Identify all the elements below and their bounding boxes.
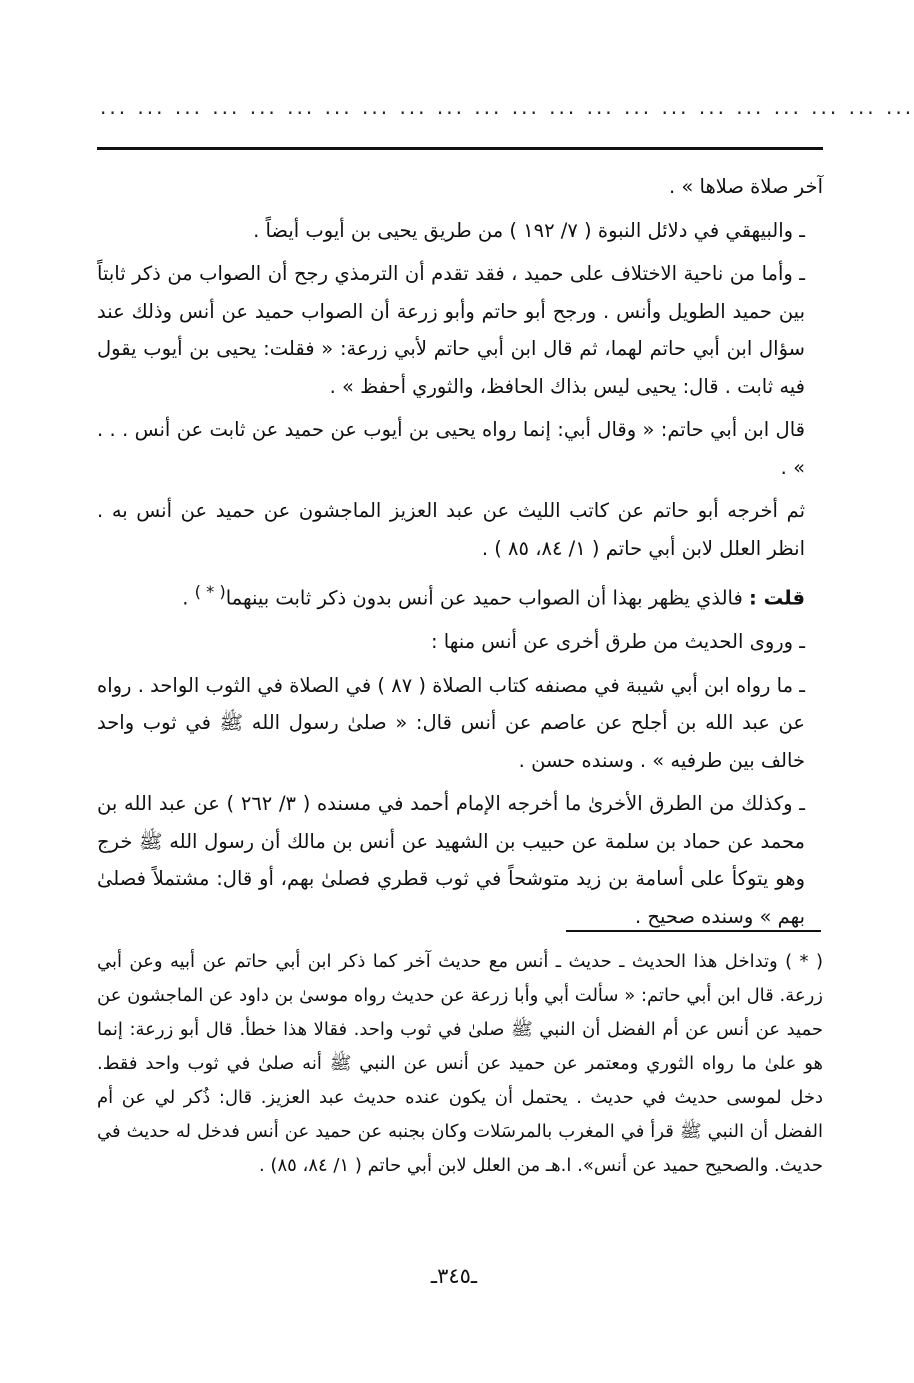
footnote-marker: ( * ) [194, 582, 226, 601]
footnote-text: ( * ) وتداخل هذا الحديث ـ حديث ـ أنس مع حديث آخر كما ذكر ابن أبي حاتم عن أبيه وعن أبي زرعة. قال ابن أبي حاتم: « سألت أبي وأبا زرعة عن حديث رواه موسىٰ بن داود عن الماجشون عن حميد عن أنس عن أم الفضل أن النبي ﷺ صلىٰ في ثوب واحد. فقالا هذا خطأ. قال أبو زرعة: إنما هو علىٰ ما رواه الثوري ومعتمر عن حميد عن أنس عن النبي ﷺ أنه صلىٰ في ثوب واحد فقط. دخل لموسى حديث في حديث . يحتمل أن يكون عنده حديث عبد العزيز. قال: ذُكر لي عن أم الفضل أن النبي ﷺ قرأ في المغرب بالمرسَلات وكان بجنبه عن حميد عن أنس فدخل له حديث في حديث. والصحيح حميد عن أنس». ا.هـ من العلل لابن أبي حاتم ( ١/ ٨٤، ٨٥) . [97, 951, 823, 1176]
paragraph-8: ـ وكذلك من الطرق الأخرىٰ ما أخرجه الإمام أحمد في مسنده ( ٣/ ٢٦٢ ) عن عبد الله بن محمد عن حماد بن سلمة عن حبيب بن الشهيد عن أنس بن مالك أن رسول الله ﷺ خرج وهو يتوكأ على أسامة بن زيد متوشحاً في ثوب قطري فصلىٰ بهم، أو قال: مشتملاً فصلىٰ بهم » وسنده صحيح . [97, 792, 805, 928]
qult-label: قلت : [749, 586, 805, 610]
page-number: ـ٣٤٥ـ [430, 1264, 478, 1288]
qult-paragraph [97, 573, 823, 617]
main-text [97, 168, 823, 941]
paragraph-2: ـ والبيهقي في دلائل النبوة ( ٧/ ١٩٢ ) من طريق يحيى بن أيوب أيضاً . [253, 218, 805, 242]
paragraph-1: آخر صلاة صلاها » . [669, 175, 823, 198]
header-rule [97, 147, 823, 150]
paragraph-6: ـ وروى الحديث من طرق أخرى عن أنس منها : [431, 630, 805, 653]
paragraph-7: ـ ما رواه ابن أبي شيبة في مصنفه كتاب الصلاة ( ٨٧ ) في الصلاة في الثوب الواحد . رواه عن عبد الله بن أجلح عن عاصم عن أنس قال: « صلىٰ رسول الله ﷺ في ثوب واحد خالف بين طرفيه » . وسنده حسن . [97, 673, 805, 772]
qult-text: فالذي يظهر بهذا أن الصواب حميد عن أنس بدون ذكر ثابت بينهما [225, 586, 743, 610]
footnote-separator [566, 930, 821, 932]
qult-end: . [182, 586, 195, 610]
header-dots: ... ... ... ... ... ... ... ... ... ... ... ... ... ... ... ... ... ... ... ... ... ... [100, 95, 914, 119]
paragraph-5: ثم أخرجه أبو حاتم عن كاتب الليث عن عبد العزيز الماجشون عن حميد عن أنس به . انظر العلل لابن أبي حاتم ( ١/ ٨٤، ٨٥ ) . [97, 499, 805, 560]
paragraph-3: ـ وأما من ناحية الاختلاف على حميد ، فقد تقدم أن الترمذي رجح أن الصواب من ذكر ثابتاً بين حميد الطويل وأنس . ورجح أبو حاتم وأبو زرعة أن الصواب حميد عن أنس وذلك عند سؤال ابن أبي حاتم لهما، ثم قال ابن أبي حاتم لأبي زرعة: « فقلت: يحيى بن أيوب يقول فيه ثابت . قال: يحيى ليس بذاك الحافظ، والثوري أحفظ » . [97, 262, 805, 398]
footnote [97, 945, 823, 1183]
paragraph-4: قال ابن أبي حاتم: « وقال أبي: إنما رواه يحيى بن أيوب عن حميد عن ثابت عن أنس . . . » . [97, 418, 805, 479]
